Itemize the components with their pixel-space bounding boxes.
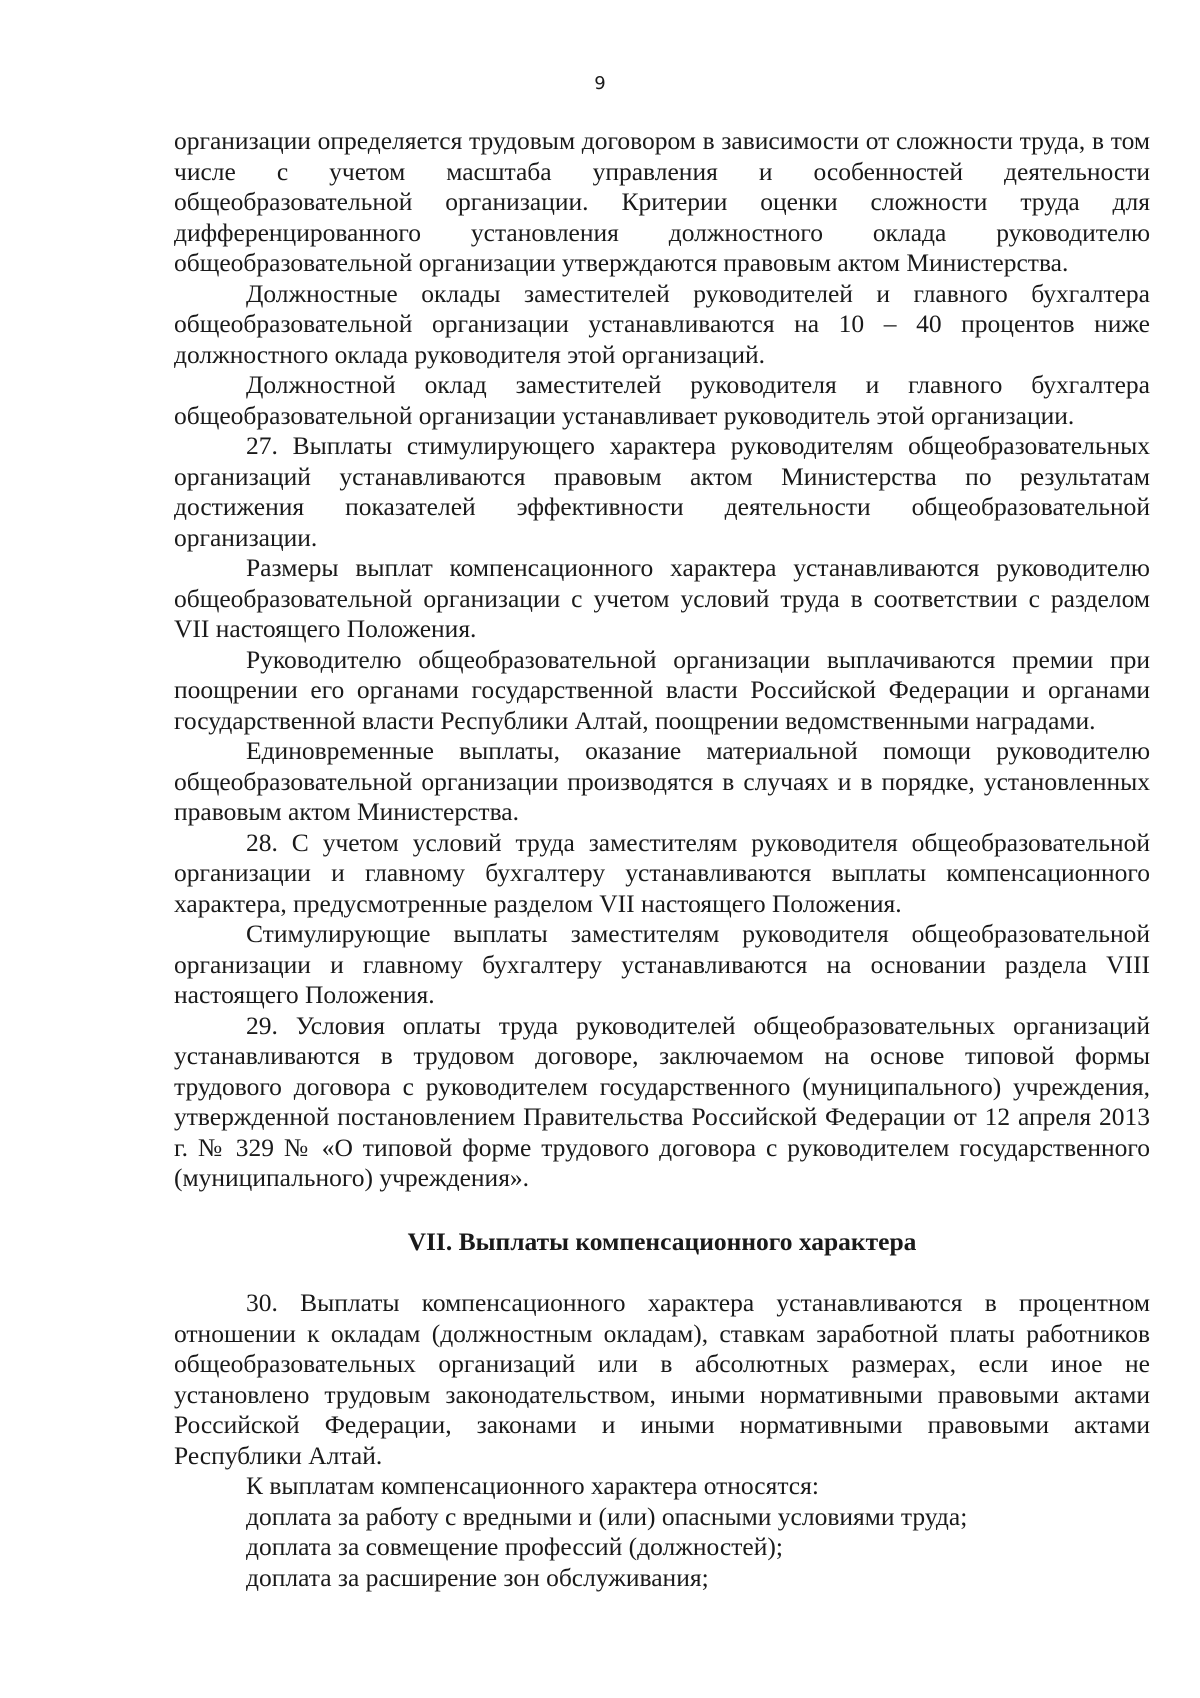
paragraph: организации определяется трудовым договором в зависимости от сложности труда, в том числе с учетом масштаба управления и особенностей деятельности общеобразовательной организации. Критерии оценки сложности труда для дифференцированного установления должностного оклада руководителю общеобразовательной организации утверждаются правовым актом Министерства. bbox=[174, 126, 1150, 277]
page-number: 9 bbox=[594, 73, 606, 94]
paragraph: Должностные оклады заместителей руководителей и главного бухгалтера общеобразовательной организации устанавливаются на 10 – 40 процентов ниже должностного оклада руководителя этой организаций. bbox=[174, 278, 1150, 369]
list-intro: К выплатам компенсационного характера относятся: bbox=[246, 1471, 819, 1500]
paragraph: 30. Выплаты компенсационного характера устанавливаются в процентном отношении к окладам (должностным окладам), ставкам заработной платы работников общеобразовательных организаций или в абсолютных размерах, если иное не установлено трудовым законодательством, иными нормативными правовыми актами Российской Федерации, законами и иными нормативными правовыми актами Республики Алтай. bbox=[174, 1288, 1150, 1470]
paragraph: Единовременные выплаты, оказание материальной помощи руководителю общеобразовательной организации производятся в случаях и в порядке, установленных правовым актом Министерства. bbox=[174, 736, 1150, 826]
document-body bbox=[174, 126, 1150, 1593]
paragraph: Размеры выплат компенсационного характера устанавливаются руководителю общеобразовательной организации с учетом условий труда в соответствии с разделом VII настоящего Положения. bbox=[174, 553, 1150, 643]
list-item: доплата за расширение зон обслуживания; bbox=[246, 1562, 709, 1592]
list-item: доплата за работу с вредными и (или) опасными условиями труда; bbox=[246, 1501, 968, 1531]
paragraph: 29. Условия оплаты труда руководителей общеобразовательных организаций устанавливаются в трудовом договоре, заключаемом на основе типовой формы трудового договора с руководителем государственного (муниципального) учреждения, утвержденной постановлением Правительства Российской Федерации от 12 апреля 2013 г. № 329 № «О типовой форме трудового договора с руководителем государственного (муниципального) учреждения». bbox=[174, 1010, 1150, 1192]
paragraph: Стимулирующие выплаты заместителям руководителя общеобразовательной организации и главному бухгалтеру устанавливаются на основании раздела VIII настоящего Положения. bbox=[174, 919, 1150, 1009]
paragraph: 27. Выплаты стимулирующего характера руководителям общеобразовательных организаций устанавливаются правовым актом Министерства по результатам достижения показателей эффективности деятельности общеобразовательной организации. bbox=[174, 431, 1150, 552]
paragraph: 28. С учетом условий труда заместителям руководителя общеобразовательной организации и главному бухгалтеру устанавливаются выплаты компенсационного характера, предусмотренные разделом VII настоящего Положения. bbox=[174, 827, 1150, 918]
list-item: доплата за совмещение профессий (должностей); bbox=[246, 1532, 783, 1561]
section-heading: VII. Выплаты компенсационного характера bbox=[407, 1226, 917, 1256]
paragraph: Руководителю общеобразовательной организации выплачиваются премии при поощрении его органами государственной власти Российской Федерации и органами государственной власти Республики Алтай, поощрении ведомственными наградами. bbox=[174, 644, 1150, 735]
paragraph: Должностной оклад заместителей руководителя и главного бухгалтера общеобразовательной организации устанавливает руководитель этой организации. bbox=[174, 370, 1150, 430]
